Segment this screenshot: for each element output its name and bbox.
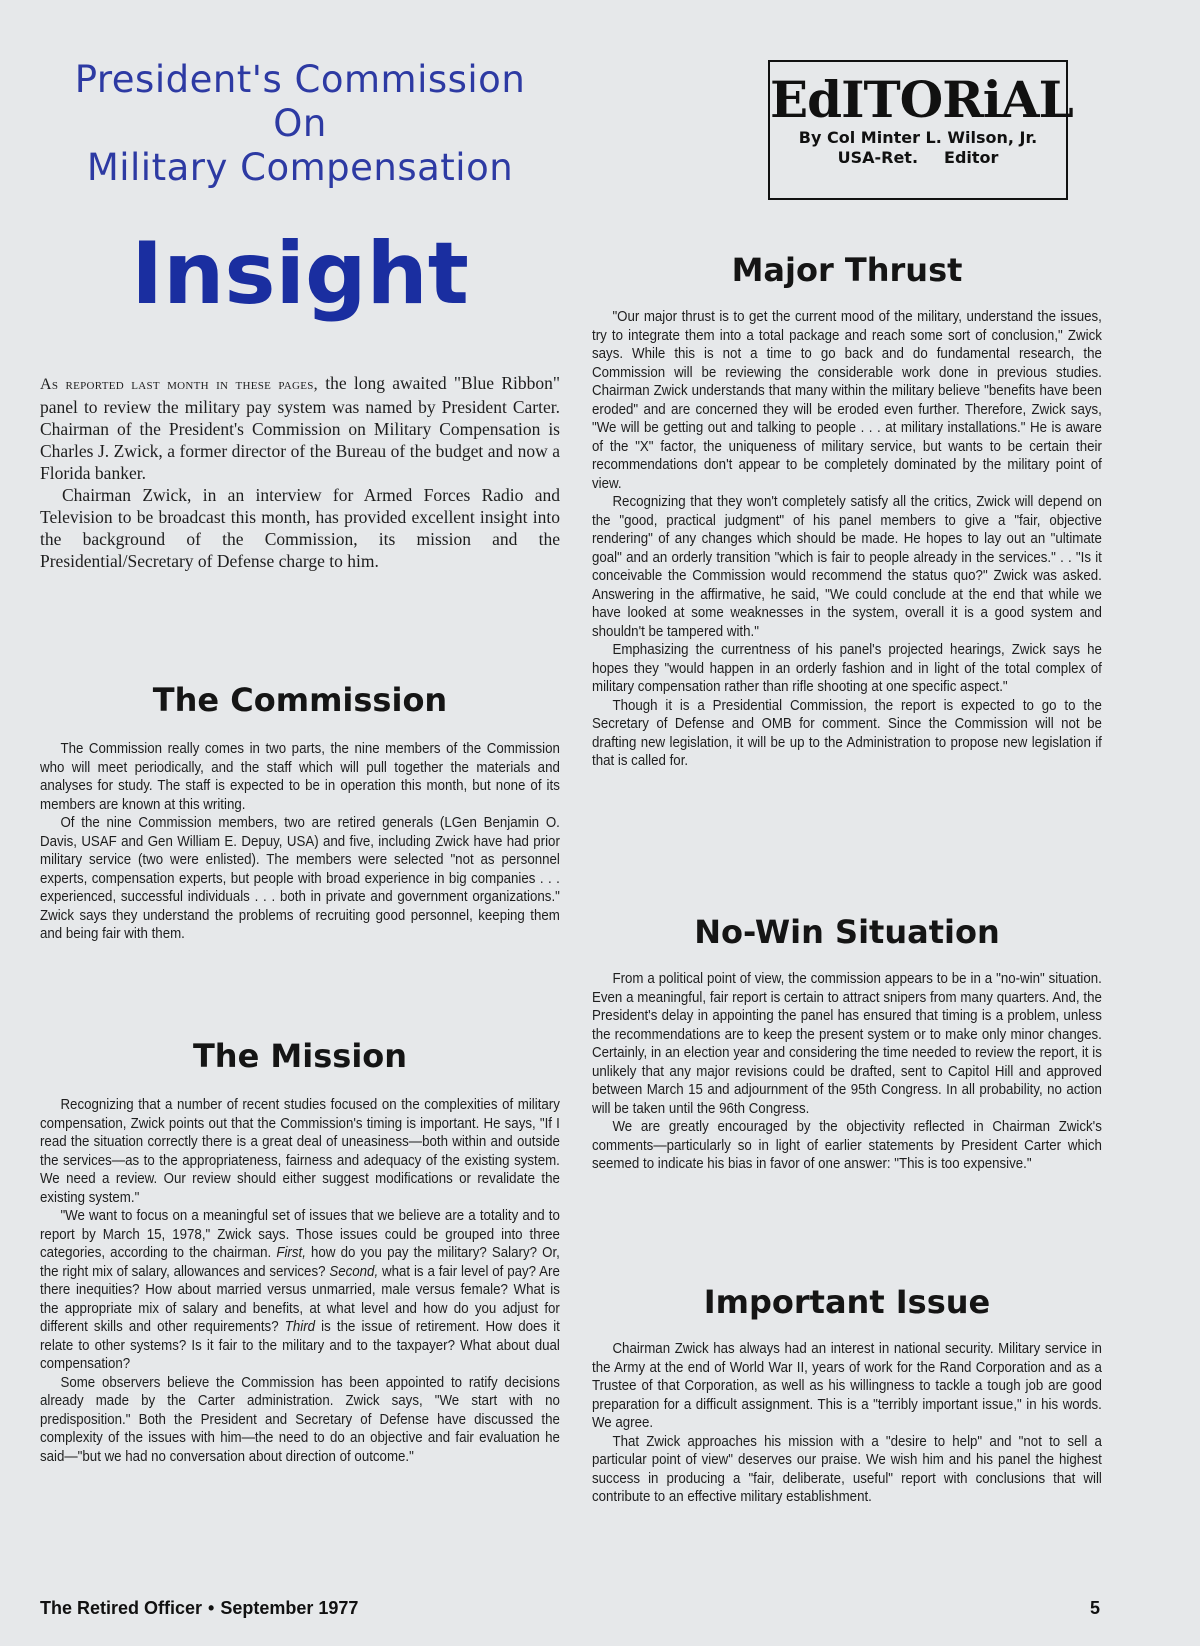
issue-date: September 1977: [220, 1598, 359, 1618]
commission-title: [40, 58, 560, 190]
paragraph: From a political point of view, the commission appears to be in a "no-win" situation. Even a meaningful, fair report is certain to attract snipers from many quarters. And, the President's delay in appointing the panel has ensured that timing is a problem, unless the recommendations are to keep the present system or to make only minor changes. Certainly, in an election year and considering the time needed to review the report, it is unlikely that any major revisions could be drafted, sent to Capitol Hill and approved between March 15 and adjournment of the 95th Congress. In all probability, no action will be taken until the 96th Congress.: [592, 971, 1102, 1117]
paragraph: Some observers believe the Commission has been appointed to ratify decisions already made by the Carter administration. Zwick says, "We start with no predisposition." Both the President and Secretary of Defense have discussed the complexity of the issues with him—the need to do an objective and fair evaluation he said—"but we had no conversation about direction of outcome.": [40, 1374, 560, 1465]
page-number: 5: [1089, 1598, 1100, 1618]
byline-role: Editor: [944, 148, 999, 167]
section-important-issue: [592, 1282, 1102, 1507]
section-heading: The Mission: [192, 1037, 408, 1075]
title-line-2: On: [273, 102, 327, 145]
editorial-logo: EdITORiAL: [770, 70, 1073, 129]
paragraph: [40, 1207, 560, 1374]
text-run: what is a fair level of pay? Are there inequities? How about married versus unmarried, male versus female? What is the appropriate mix of salary and benefits, at what level and how do you adjust for different skills and other requirements?: [40, 1263, 560, 1335]
section-major-thrust: [592, 250, 1102, 771]
emphasis-first: First,: [276, 1245, 306, 1261]
intro-text: [40, 372, 560, 572]
editorial-box: [768, 60, 1073, 200]
bullet-separator: •: [208, 1598, 215, 1618]
emphasis-third: Third: [284, 1319, 316, 1335]
publication-line: [40, 1598, 358, 1619]
text-run: "We want to focus on a meaningful set of issues that we believe are a totality and to report by March 15, 1978," Zwick says. Those issues could be grouped into three categories, according to the chairman.: [40, 1208, 560, 1261]
section-heading: No-Win Situation: [694, 913, 1000, 951]
intro-paragraph-2: Chairman Zwick, in an interview for Armed Forces Radio and Television to be broadcast this month, has provided excellent insight into the background of the Commission, its mission and the Presidential/Secretary of Defense charge to him.: [40, 485, 560, 571]
paragraph: Chairman Zwick has always had an interest in national security. Military service in the Army at the end of World War II, years of work for the Rand Corporation and as a Trustee of that Corporation, as well as his willingness to tackle a tough job are good preparation for a difficult assignment. This is a "terribly important issue," in his words. We agree.: [592, 1341, 1102, 1431]
left-header: [40, 58, 560, 572]
insight-heading: Insight: [131, 224, 469, 324]
paragraph: Emphasizing the currentness of his panel's projected hearings, Zwick says he hopes they "would happen in an orderly fashion and in light of the total complex of military compensation rather than rifle shooting at one specific aspect.": [592, 642, 1102, 695]
text-run: how do you pay the military? Salary? Or, the right mix of salary, allowances and services?: [40, 1245, 560, 1280]
paragraph: Recognizing that a number of recent studies focused on the complexities of military compensation, Zwick points out that the Commission's timing is important. He says, "If I read the situation correctly there is a great deal of uneasiness—both within and outside the services—as to the appropriateness, fairness and adequacy of the existing system. We need a review. Our review should either suggest modifications or revalidate the existing system.": [40, 1097, 560, 1206]
publication-name: The Retired Officer: [40, 1598, 203, 1618]
byline-rank: USA-Ret.: [837, 148, 919, 167]
title-line-3: Military Compensation: [86, 146, 514, 189]
paragraph: Of the nine Commission members, two are retired generals (LGen Benjamin O. Davis, USAF and Gen William E. Depuy, USA) and five, including Zwick have had prior military service (two were enlisted). The members were selected "not as personnel experts, compensation experts, but people with broad experience in big companies . . . experienced, successful individuals . . . both in private and government organizations." Zwick says they understand the problems of recruiting good personnel, keeping them and being fair with them.: [40, 815, 560, 942]
paragraph: "Our major thrust is to get the current mood of the military, understand the issues, try to integrate them into a total package and reach some sort of conclusion," Zwick says. While this is not a time to go back and do fundamental research, the Commission will be reviewing the considerable work done in previous studies. Chairman Zwick understands that many within the military believe "benefits have been eroded" and are concerned they will be eroded even further. Therefore, Zwick says, "We will be getting out and talking to people . . . at military installations." He is aware of the "X" factor, the uniqueness of military service, but wants to be certain their recommendations don't appear to be completely dominated by the military point of view.: [592, 309, 1102, 492]
section-heading: The Commission: [152, 681, 448, 719]
section-the-commission: [40, 680, 560, 944]
emphasis-second: Second,: [329, 1263, 379, 1280]
paragraph: The Commission really comes in two parts, the nine members of the Commission who will meet periodically, and the staff which will pull together the materials and analyses for study. The staff is expected to be in operation this month, but none of its members are known at this writing.: [40, 741, 560, 813]
title-line-1: President's Commission: [74, 58, 526, 101]
intro-lead-in: As reported last month in these pages,: [40, 376, 318, 393]
paragraph: Though it is a Presidential Commission, the report is expected to go to the Secretary of Defense and OMB for comment. Since the Commission will not be drafting new legislation, it will be up to the Administration to propose new legislation if that is called for.: [592, 697, 1102, 769]
paragraph: We are greatly encouraged by the objectivity reflected in Chairman Zwick's comments—particularly so in light of earlier statements by President Carter which seemed to indicate his bias in favor of one answer: "This is too expensive.": [592, 1119, 1102, 1172]
paragraph: That Zwick approaches his mission with a "desire to help" and "not to sell a particular point of view" deserves our praise. We wish him and his panel the highest success in producing a "fair, deliberate, useful" report with conclusions that will contribute to an effective military establishment.: [592, 1433, 1102, 1505]
paragraph: Recognizing that they won't completely satisfy all the critics, Zwick will depend on the "good, practical judgment" of his panel members to give a "fair, objective rendering" of any changes which should be made. He hopes to lay out an "ultimate goal" and an orderly transition "which is fair to people already in the services." . . "Is it conceivable the Commission would recommend the status quo?" Zwick was asked. Answering in the affirmative, he said, "We could conclude at the end that while we have looked at some weaknesses in the system, overall it is a good system and shouldn't be tampered with.": [592, 494, 1102, 640]
intro-paragraph-1-rest: the long awaited "Blue Ribbon" panel to review the military pay system was named by President Carter. Chairman of the President's Commission on Military Compensation is Charles J. Zwick, a former director of the Bureau of the budget and now a Florida banker.: [40, 373, 560, 483]
section-the-mission: [40, 1036, 560, 1466]
text-run: is the issue of retirement. How does it relate to other systems? Is it fair to the military and to the taxpayer? What about dual compensation?: [40, 1319, 560, 1372]
section-heading: Major Thrust: [731, 251, 963, 289]
byline: [770, 128, 1066, 168]
byline-author: By Col Minter L. Wilson, Jr.: [798, 128, 1038, 147]
section-heading: Important Issue: [703, 1283, 991, 1321]
section-no-win-situation: [592, 912, 1102, 1174]
intro-paragraph-1: [40, 372, 560, 484]
byline-rank-role: [770, 148, 1066, 168]
